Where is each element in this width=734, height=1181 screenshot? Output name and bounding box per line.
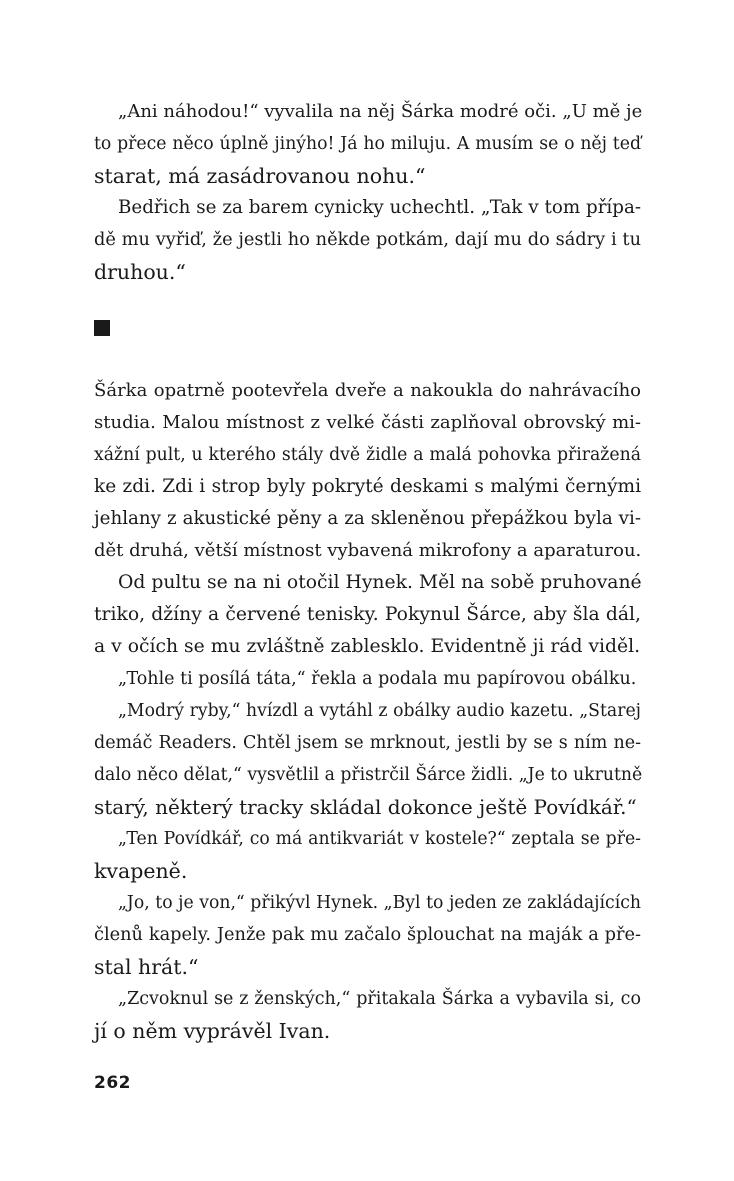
text-line: jehlany z akustické pěny a za skleněnou přepážkou byla vi- — [94, 508, 641, 529]
text-line: starý, některý tracky skládal dokonce ještě Povídkář.“ — [94, 795, 637, 819]
text-line: členů kapely. Jenže pak mu začalo šplouchat na maják a pře- — [94, 925, 641, 945]
text-line: kvapeně. — [94, 859, 188, 883]
text-line: dalo něco dělat,“ vysvětlil a přistrčil Šárce židli. „Je to ukrutně — [94, 765, 643, 785]
text-line: ke zdi. Zdi i strop byly pokryté deskami s malými černými — [94, 476, 641, 497]
text-line: „Jo, to je von,“ přikývl Hynek. „Byl to jeden ze zakládajících — [118, 893, 641, 913]
text-line: triko, džíny a červené tenisky. Pokynul Šárce, aby šla dál, — [94, 604, 641, 625]
text-line: starat, má zasádrovanou nohu.“ — [94, 164, 426, 188]
section-break-mark — [94, 320, 110, 336]
text-line: „Modrý ryby,“ hvízdl a vytáhl z obálky audio kazetu. „Starej — [118, 701, 641, 721]
text-line: druhou.“ — [94, 260, 186, 284]
text-line: „Ani náhodou!“ vyvalila na něj Šárka modré oči. „U mě je — [118, 101, 643, 122]
text-line: studia. Malou místnost z velké části zaplňoval obrovský mi- — [94, 412, 641, 433]
text-line: Šárka opatrně pootevřela dveře a nakoukla do nahrávacího — [94, 380, 641, 401]
text-line: „Ten Povídkář, co má antikvariát v kostele?“ zeptala se pře- — [118, 829, 641, 849]
text-line: xážní pult, u kterého stály dvě židle a malá pohovka přiražená — [94, 445, 641, 465]
text-line: Od pultu se na ni otočil Hynek. Měl na sobě pruhované — [118, 572, 642, 593]
text-line: Bedřich se za barem cynicky uchechtl. „Tak v tom přípa- — [118, 197, 641, 218]
text-line: dě mu vyřiď, že jestli ho někde potkám, dají mu do sádry i tu — [94, 230, 641, 250]
text-line: dět druhá, větší místnost vybavená mikrofony a aparaturou. — [94, 540, 642, 561]
text-line: a v očích se mu zvláštně zablesklo. Evidentně ji rád viděl. — [94, 636, 641, 657]
text-line: jí o něm vyprávěl Ivan. — [94, 1019, 331, 1043]
text-line: to přece něco úplně jinýho! Já ho miluju. A musím se o něj teď — [94, 134, 641, 154]
text-line: stal hrát.“ — [94, 955, 199, 979]
text-line: demáč Readers. Chtěl jsem se mrknout, jestli by se s ním ne- — [94, 733, 641, 753]
page-number: 262 — [94, 1073, 131, 1093]
text-line: „Tohle ti posílá táta,“ řekla a podala mu papírovou obálku. — [118, 669, 637, 689]
text-line: „Zcvoknul se z ženských,“ přitakala Šárka a vybavila si, co — [118, 989, 641, 1009]
